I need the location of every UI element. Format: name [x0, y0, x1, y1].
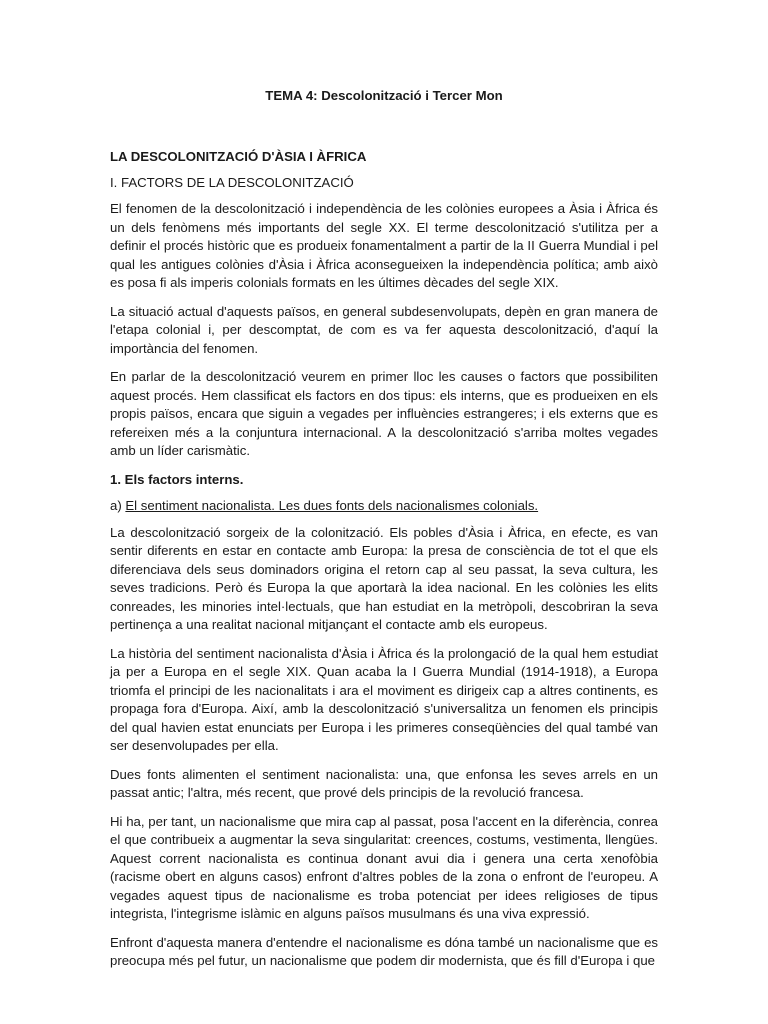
paragraph-body-2: La història del sentiment nacionalista d'Àsia i Àfrica és la prolongació de la qual hem estudiat ja per a Europa en el segle XIX. Quan acaba la I Guerra Mundial (1914-1918), a Europa triomfa el principi de les nacionalitats i ara el moviment es dirigeix cap a altres continents, es propaga fora d'Europa. Així, amb la descolonització s'universalitza un fenomen els principis del qual havien estat enunciats per Europa i les primeres conseqüències del qual també van ser desenvolupades per ella. — [110, 645, 658, 753]
paragraph-body-4: Hi ha, per tant, un nacionalisme que mira cap al passat, posa l'accent en la diferència, conrea el que contribueix a augmentar la seva singularitat: creences, costums, vestimenta, llengües. Aquest corrent nacionalista es continua donant avui dia i genera una certa xenofòbia (racisme obert en alguns casos) enfront d'altres pobles de la zona o enfront de l'europeu. A vegades aquest tipus de nacionalisme es troba potenciat per idees religioses de tipus integrista, l'integrisme islàmic en alguns països musulmans és una viva expressió. — [110, 813, 658, 921]
paragraph-intro-2: La situació actual d'aquests països, en general subdesenvolupats, depèn en gran manera de l'etapa colonial i, per descomptat, de com es va fer aquesta descolonització, d'aquí la importància del fenomen. — [110, 303, 658, 356]
factors-interns-heading: 1. Els factors interns. — [110, 471, 244, 487]
paragraph-body-3: Dues fonts alimenten el sentiment nacionalista: una, que enfonsa les seves arrels en un passat antic; l'altra, més recent, que prové dels principis de la revolució francesa. — [110, 766, 658, 800]
paragraph-body-5: Enfront d'aquesta manera d'entendre el nacionalisme es dóna també un nacionalisme que es preocupa més pel futur, un nacionalisme que podem dir modernista, que és fill d'Europa i que — [110, 934, 658, 968]
section-heading: LA DESCOLONITZACIÓ D'ÀSIA I ÀFRICA — [110, 149, 367, 164]
paragraph-intro-1: El fenomen de la descolonització i independència de les colònies europees a Àsia i Àfrica és un dels fenòmens més importants del segle XX. El terme descolonització s'utilitza per a definir el procés històric que es produeix fonamentalment a partir de la II Guerra Mundial i pel qual les antigues colònies d'Àsia i Àfrica aconsegueixen la independència política; amb això es posa fi als imperis colonials formats en les últimes dècades del segle XIX. — [110, 201, 658, 290]
factor-a-prefix: a) — [110, 497, 126, 513]
paragraph-intro-3: En parlar de la descolonització veurem en primer lloc les causes o factors que possibiliten aquest procés. Hem classificat els factors en dos tipus: els interns, que es produeixen en els propis països, encara que siguin a vegades per influències estrangeres; i els externs que es refereixen més a la conjuntura internacional. A la descolonització s'arriba moltes vegades amb un líder carismàtic. — [110, 369, 658, 458]
paragraph-body-1: La descolonització sorgeix de la colonització. Els pobles d'Àsia i Àfrica, en efecte, es van sentir diferents en estar en contacte amb Europa: la presa de consciència de tot el que els diferenciava dels seus dominadors origina el retorn cap al seu passat, la seva cultura, les seves tradicions. Però és Europa la que aportarà la idea nacional. En les colònies les elits conreades, les minories intel·lectuals, que han estudiat en la metròpoli, descobriran la seva pertinença a una realitat nacional mitjançant el contacte amb els europeus. — [110, 524, 658, 632]
document-title: TEMA 4: Descolonització i Tercer Mon — [265, 88, 503, 103]
factor-a-heading — [110, 497, 658, 515]
subsection-heading: I. FACTORS DE LA DESCOLONITZACIÓ — [110, 175, 354, 190]
factor-a-title: El sentiment nacionalista. Les dues fonts dels nacionalismes colonials. — [125, 497, 539, 513]
